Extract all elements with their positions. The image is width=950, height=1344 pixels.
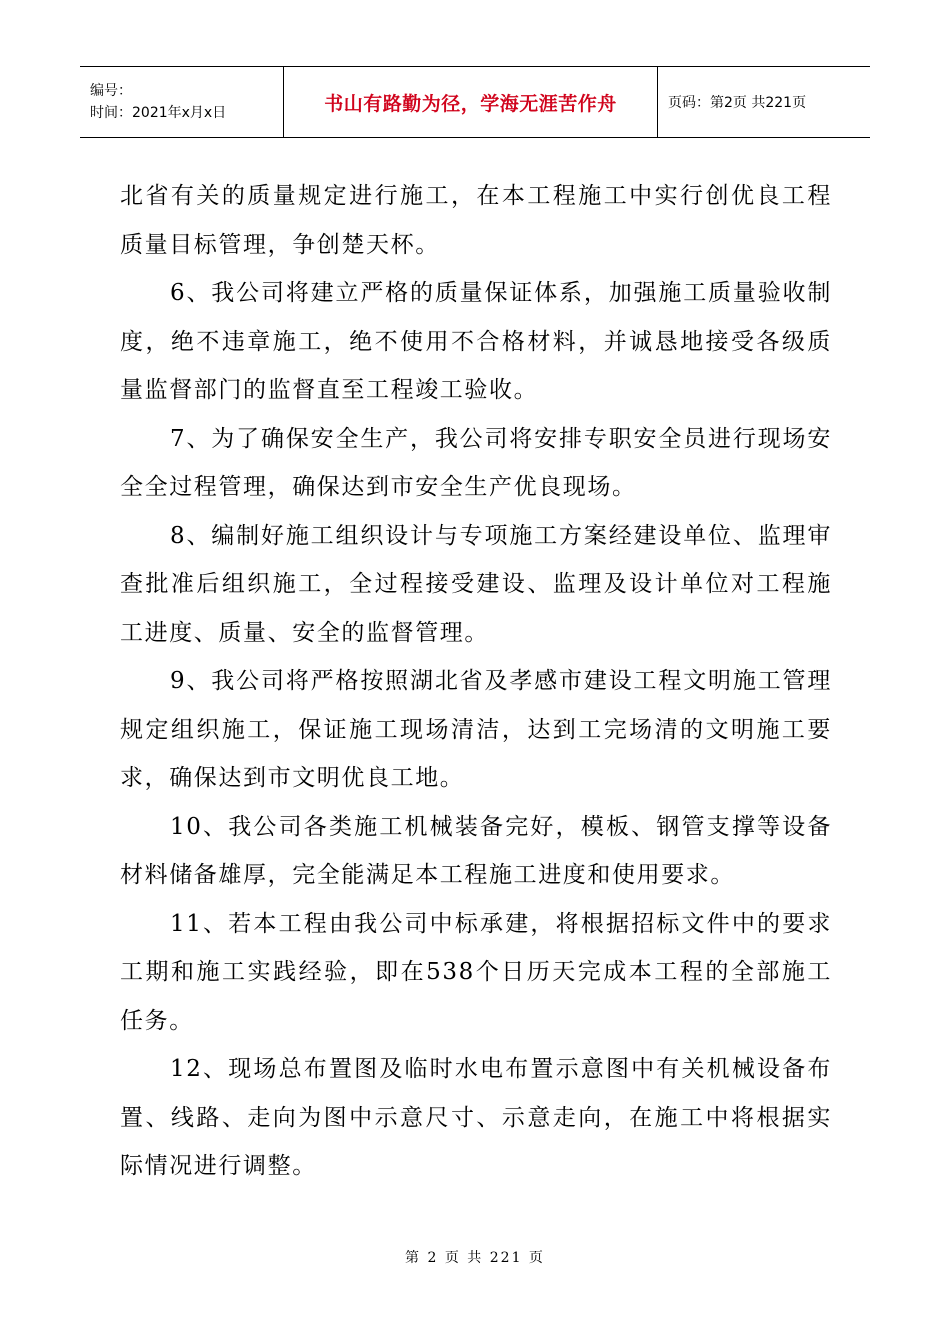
document-number: 编号：	[90, 83, 132, 99]
paragraph-item-11: 11、若本工程由我公司中标承建，将根据招标文件中的要求工期和施工实践经验，即在538个日历天完成本工程的全部施工任务。	[120, 910, 832, 1034]
page-info-text: 页码：第2页 共221页	[668, 95, 807, 111]
paragraph-item-6: 6、我公司将建立严格的质量保证体系，加强施工质量验收制度，绝不违章施工，绝不使用不合格材料，并诚恳地接受各级质量监督部门的监督直至工程竣工验收。	[120, 280, 832, 403]
paragraph-item-12: 12、现场总布置图及临时水电布置示意图中有关机械设备布置、线路、走向为图中示意尺寸、示意走向，在施工中将根据实际情况进行调整。	[120, 1056, 832, 1179]
header-meta	[80, 67, 284, 137]
paragraph-item-8: 8、编制好施工组织设计与专项施工方案经建设单位、监理审查批准后组织施工，全过程接受建设、监理及设计单位对工程施工进度、质量、安全的监督管理。	[120, 522, 832, 646]
page-header	[80, 66, 870, 138]
header-motto-cell	[284, 67, 658, 137]
header-page-info	[658, 67, 870, 137]
header-motto: 书山有路勤为径，学海无涯苦作舟	[324, 92, 617, 115]
page-footer	[0, 1247, 950, 1267]
document-time: 时间：2021年x月x日	[90, 105, 227, 121]
paragraph-item-7: 7、为了确保安全生产，我公司将安排专职安全员进行现场安全全过程管理，确保达到市安全生产优良现场。	[120, 425, 832, 500]
paragraph-item-9: 9、我公司将严格按照湖北省及孝感市建设工程文明施工管理规定组织施工，保证施工现场清洁，达到工完场清的文明施工要求，确保达到市文明优良工地。	[120, 668, 832, 791]
footer-page-number: 第 2 页 共 221 页	[405, 1250, 545, 1266]
paragraph-continuation: 北省有关的质量规定进行施工，在本工程施工中实行创优良工程质量目标管理，争创楚天杯。	[120, 183, 832, 258]
paragraph-item-10: 10、我公司各类施工机械装备完好，模板、钢管支撑等设备材料储备雄厚，完全能满足本工程施工进度和使用要求。	[120, 813, 832, 888]
document-body	[120, 172, 832, 1191]
